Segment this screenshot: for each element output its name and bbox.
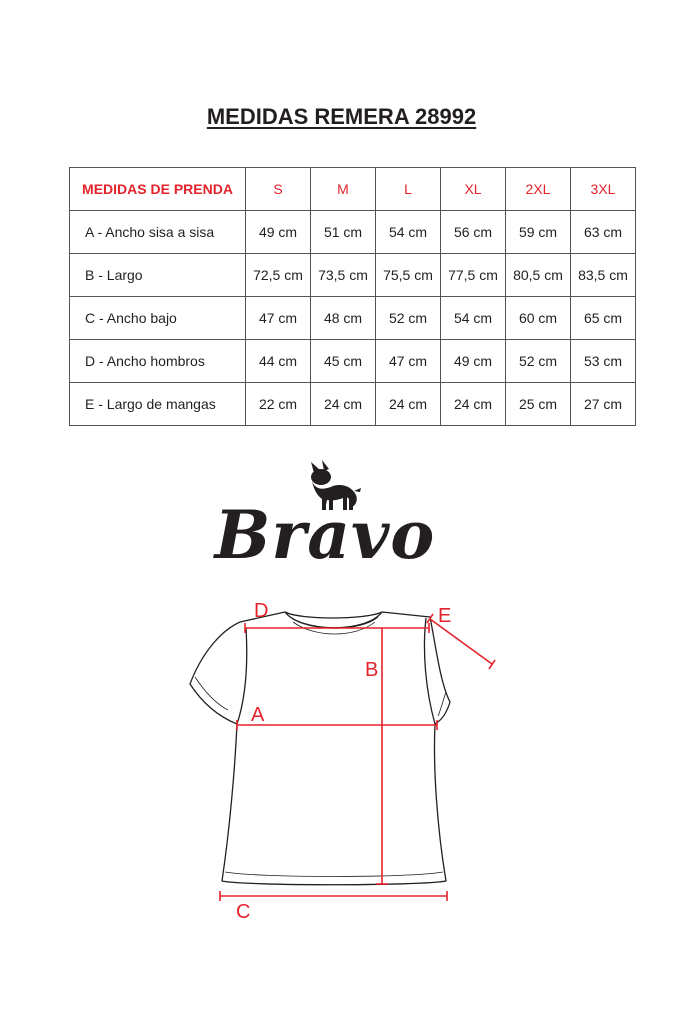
table-cell: 54 cm [441, 297, 506, 340]
row-label: D - Ancho hombros [70, 340, 246, 383]
table-cell: 54 cm [376, 211, 441, 254]
table-cell: 53 cm [571, 340, 636, 383]
table-row [70, 254, 636, 297]
table-cell: 56 cm [441, 211, 506, 254]
table-cell: 44 cm [246, 340, 311, 383]
table-cell: 59 cm [506, 211, 571, 254]
measure-lines [220, 614, 495, 901]
table-cell: 80,5 cm [506, 254, 571, 297]
table-row [70, 211, 636, 254]
table-cell: 75,5 cm [376, 254, 441, 297]
table-cell: 24 cm [376, 383, 441, 426]
table-cell: 60 cm [506, 297, 571, 340]
table-row [70, 383, 636, 426]
table-cell: 72,5 cm [246, 254, 311, 297]
table-cell: 48 cm [311, 297, 376, 340]
table-cell: 22 cm [246, 383, 311, 426]
label-d: D [254, 600, 269, 622]
size-chart-table [69, 167, 636, 426]
page-title-wrap [0, 104, 683, 130]
size-header-l: L [376, 168, 441, 211]
table-cell: 25 cm [506, 383, 571, 426]
label-b: B [365, 659, 379, 681]
size-header-s: S [246, 168, 311, 211]
table-cell: 63 cm [571, 211, 636, 254]
label-c: C [236, 901, 251, 923]
size-header-xl: XL [441, 168, 506, 211]
tshirt-diagram [150, 592, 510, 927]
page-title: MEDIDAS REMERA 28992 [206, 104, 477, 129]
table-cell: 52 cm [506, 340, 571, 383]
size-header-2xl: 2XL [506, 168, 571, 211]
table-cell: 49 cm [441, 340, 506, 383]
table-cell: 77,5 cm [441, 254, 506, 297]
table-cell: 49 cm [246, 211, 311, 254]
table-cell: 47 cm [246, 297, 311, 340]
table-header-label: MEDIDAS DE PRENDA [70, 168, 246, 211]
table-cell: 24 cm [311, 383, 376, 426]
label-a: A [251, 704, 265, 726]
table-cell: 24 cm [441, 383, 506, 426]
table-row [70, 340, 636, 383]
row-label: A - Ancho sisa a sisa [70, 211, 246, 254]
table-cell: 73,5 cm [311, 254, 376, 297]
brand-name: Bravo [214, 496, 436, 570]
brand-logo [0, 455, 683, 570]
row-label: E - Largo de mangas [70, 383, 246, 426]
table-cell: 52 cm [376, 297, 441, 340]
row-label: C - Ancho bajo [70, 297, 246, 340]
size-header-3xl: 3XL [571, 168, 636, 211]
table-cell: 51 cm [311, 211, 376, 254]
table-cell: 45 cm [311, 340, 376, 383]
table-cell: 65 cm [571, 297, 636, 340]
label-e: E [438, 605, 452, 627]
table-cell: 83,5 cm [571, 254, 636, 297]
size-header-m: M [311, 168, 376, 211]
table-header-row [70, 168, 636, 211]
table-cell: 27 cm [571, 383, 636, 426]
tshirt-outline [190, 612, 450, 885]
table-row [70, 297, 636, 340]
table-cell: 47 cm [376, 340, 441, 383]
row-label: B - Largo [70, 254, 246, 297]
